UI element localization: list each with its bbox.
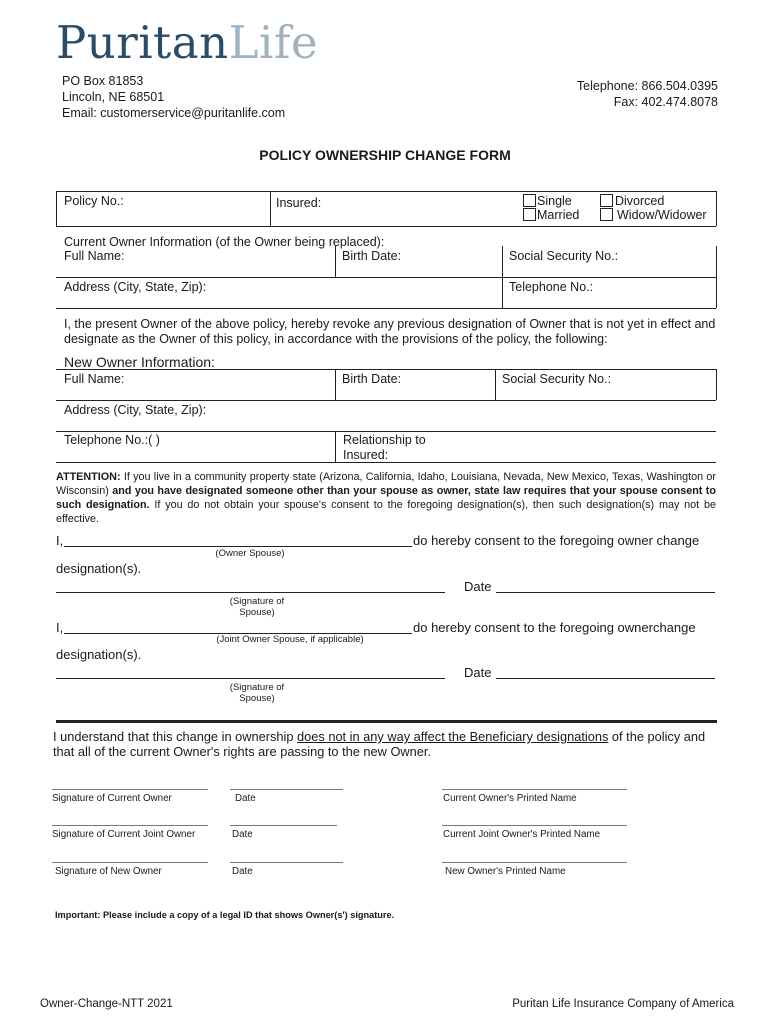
consent1-name-caption: (Owner Spouse) [215,548,285,559]
consent2-signature-line[interactable] [56,678,445,679]
telephone-line: Telephone: 866.504.0395 [576,79,718,93]
printed-name-line[interactable] [442,825,627,826]
widow-label: Widow/Widower [617,208,707,222]
email-line: Email: customerservice@puritanlife.com [62,106,286,120]
printed-name-line[interactable] [442,789,627,790]
signature-caption: Signature of Current Joint Owner [52,829,196,840]
consent1-name-line[interactable] [64,546,412,547]
married-checkbox[interactable] [523,208,536,221]
attention-part-1: If you live in a community property state (Arizona, California, Idaho, Louisiana, Nevada, New Mexico, Texas, Washington or Wisconsin) [56,471,716,497]
new-telephone-label[interactable]: Telephone No.:( ) [64,433,160,447]
printed-name-caption: Current Owner's Printed Name [443,793,577,804]
date-caption: Date [235,793,256,804]
relationship-label[interactable]: Relationship to Insured: [343,433,426,462]
consent2-signature-caption: (Signature of Spouse) [229,682,285,704]
important-note: Important: Please include a copy of a legal ID that shows Owner(s') signature. [55,910,395,920]
signature-line[interactable] [52,789,208,790]
new-birth-date-label[interactable]: Birth Date: [342,372,402,386]
widow-checkbox[interactable] [600,208,613,221]
signature-line[interactable] [52,825,208,826]
consent2-i: I, [56,620,64,635]
consent2-name-caption: (Joint Owner Spouse, if applicable) [216,634,364,645]
printed-name-caption: Current Joint Owner's Printed Name [443,829,601,840]
revoke-statement: I, the present Owner of the above policy, hereby revoke any previous designation of Owner that is not yet in effect and designate as the Owner of this policy, in accordance with the provisions of the policy, the following: [64,317,716,346]
policy-no-label: Policy No.: [64,194,124,208]
consent1-designation: designation(s). [56,561,142,576]
date-caption: Date [232,829,253,840]
consent1-signature-line[interactable] [56,592,445,593]
form-title: POLICY OWNERSHIP CHANGE FORM [259,147,511,163]
new-ssn-label[interactable]: Social Security No.: [502,372,612,386]
date-caption: Date [232,866,253,877]
consent1-signature-caption: (Signature of Spouse) [229,596,285,618]
footer-form-code: Owner-Change-NTT 2021 [40,998,173,1010]
consent1-text: do hereby consent to the foregoing owner change [413,533,700,548]
divorced-checkbox[interactable] [600,194,613,207]
consent2-text: do hereby consent to the foregoing ownerchange [413,620,696,635]
section-divider [56,720,717,723]
attention-label: ATTENTION: [56,471,121,483]
address-line-2: Lincoln, NE 68501 [62,90,165,104]
current-full-name-label[interactable]: Full Name: [64,249,125,263]
footer-company-name: Puritan Life Insurance Company of America [512,998,734,1010]
consent1-i: I, [56,533,64,548]
single-checkbox[interactable] [523,194,536,207]
address-line-1: PO Box 81853 [62,74,144,88]
new-full-name-label[interactable]: Full Name: [64,372,125,386]
current-telephone-label[interactable]: Telephone No.: [509,280,594,294]
fax-line: Fax: 402.474.8078 [613,95,718,109]
date-line[interactable] [230,789,343,790]
contact-info [577,78,718,110]
consent2-date-line[interactable] [496,678,715,679]
new-owner-heading: New Owner Information: [64,354,215,370]
current-owner-heading: Current Owner Information (of the Owner being replaced): [64,235,385,249]
mailing-address [62,73,285,121]
insured-label: Insured: [276,196,322,210]
attention-part-2: If you do not obtain your spouse's consent to the foregoing designation(s), then such designation(s) may not be effective. [56,499,716,525]
new-address-label[interactable]: Address (City, State, Zip): [64,403,207,417]
signature-caption: Signature of New Owner [55,866,162,877]
consent1-date-label: Date [464,579,492,594]
current-birth-date-label[interactable]: Birth Date: [342,249,402,263]
attention-bold: and you have designated someone other than your spouse as owner, state law requires that your spouse consent to such designation. [56,485,716,511]
printed-name-caption: New Owner's Printed Name [445,866,566,877]
current-ssn-label[interactable]: Social Security No.: [509,249,619,263]
married-label: Married [537,208,580,222]
current-address-label[interactable]: Address (City, State, Zip): [64,280,207,294]
date-line[interactable] [230,862,343,863]
printed-name-line[interactable] [442,862,627,863]
company-logo: PuritanLife [56,16,319,69]
date-line[interactable] [230,825,337,826]
single-label: Single [537,194,572,208]
consent1-date-line[interactable] [496,592,715,593]
signature-line[interactable] [52,862,208,863]
signature-caption: Signature of Current Owner [52,793,172,804]
understand-statement: I understand that this change in ownership does not in any way affect the Beneficiary designations of the policy and that all of the current Owner's rights are passing to the new Owner. [53,729,706,759]
consent2-date-label: Date [464,665,492,680]
consent2-designation: designation(s). [56,647,142,662]
attention-notice [56,470,716,526]
divorced-label: Divorced [615,194,665,208]
